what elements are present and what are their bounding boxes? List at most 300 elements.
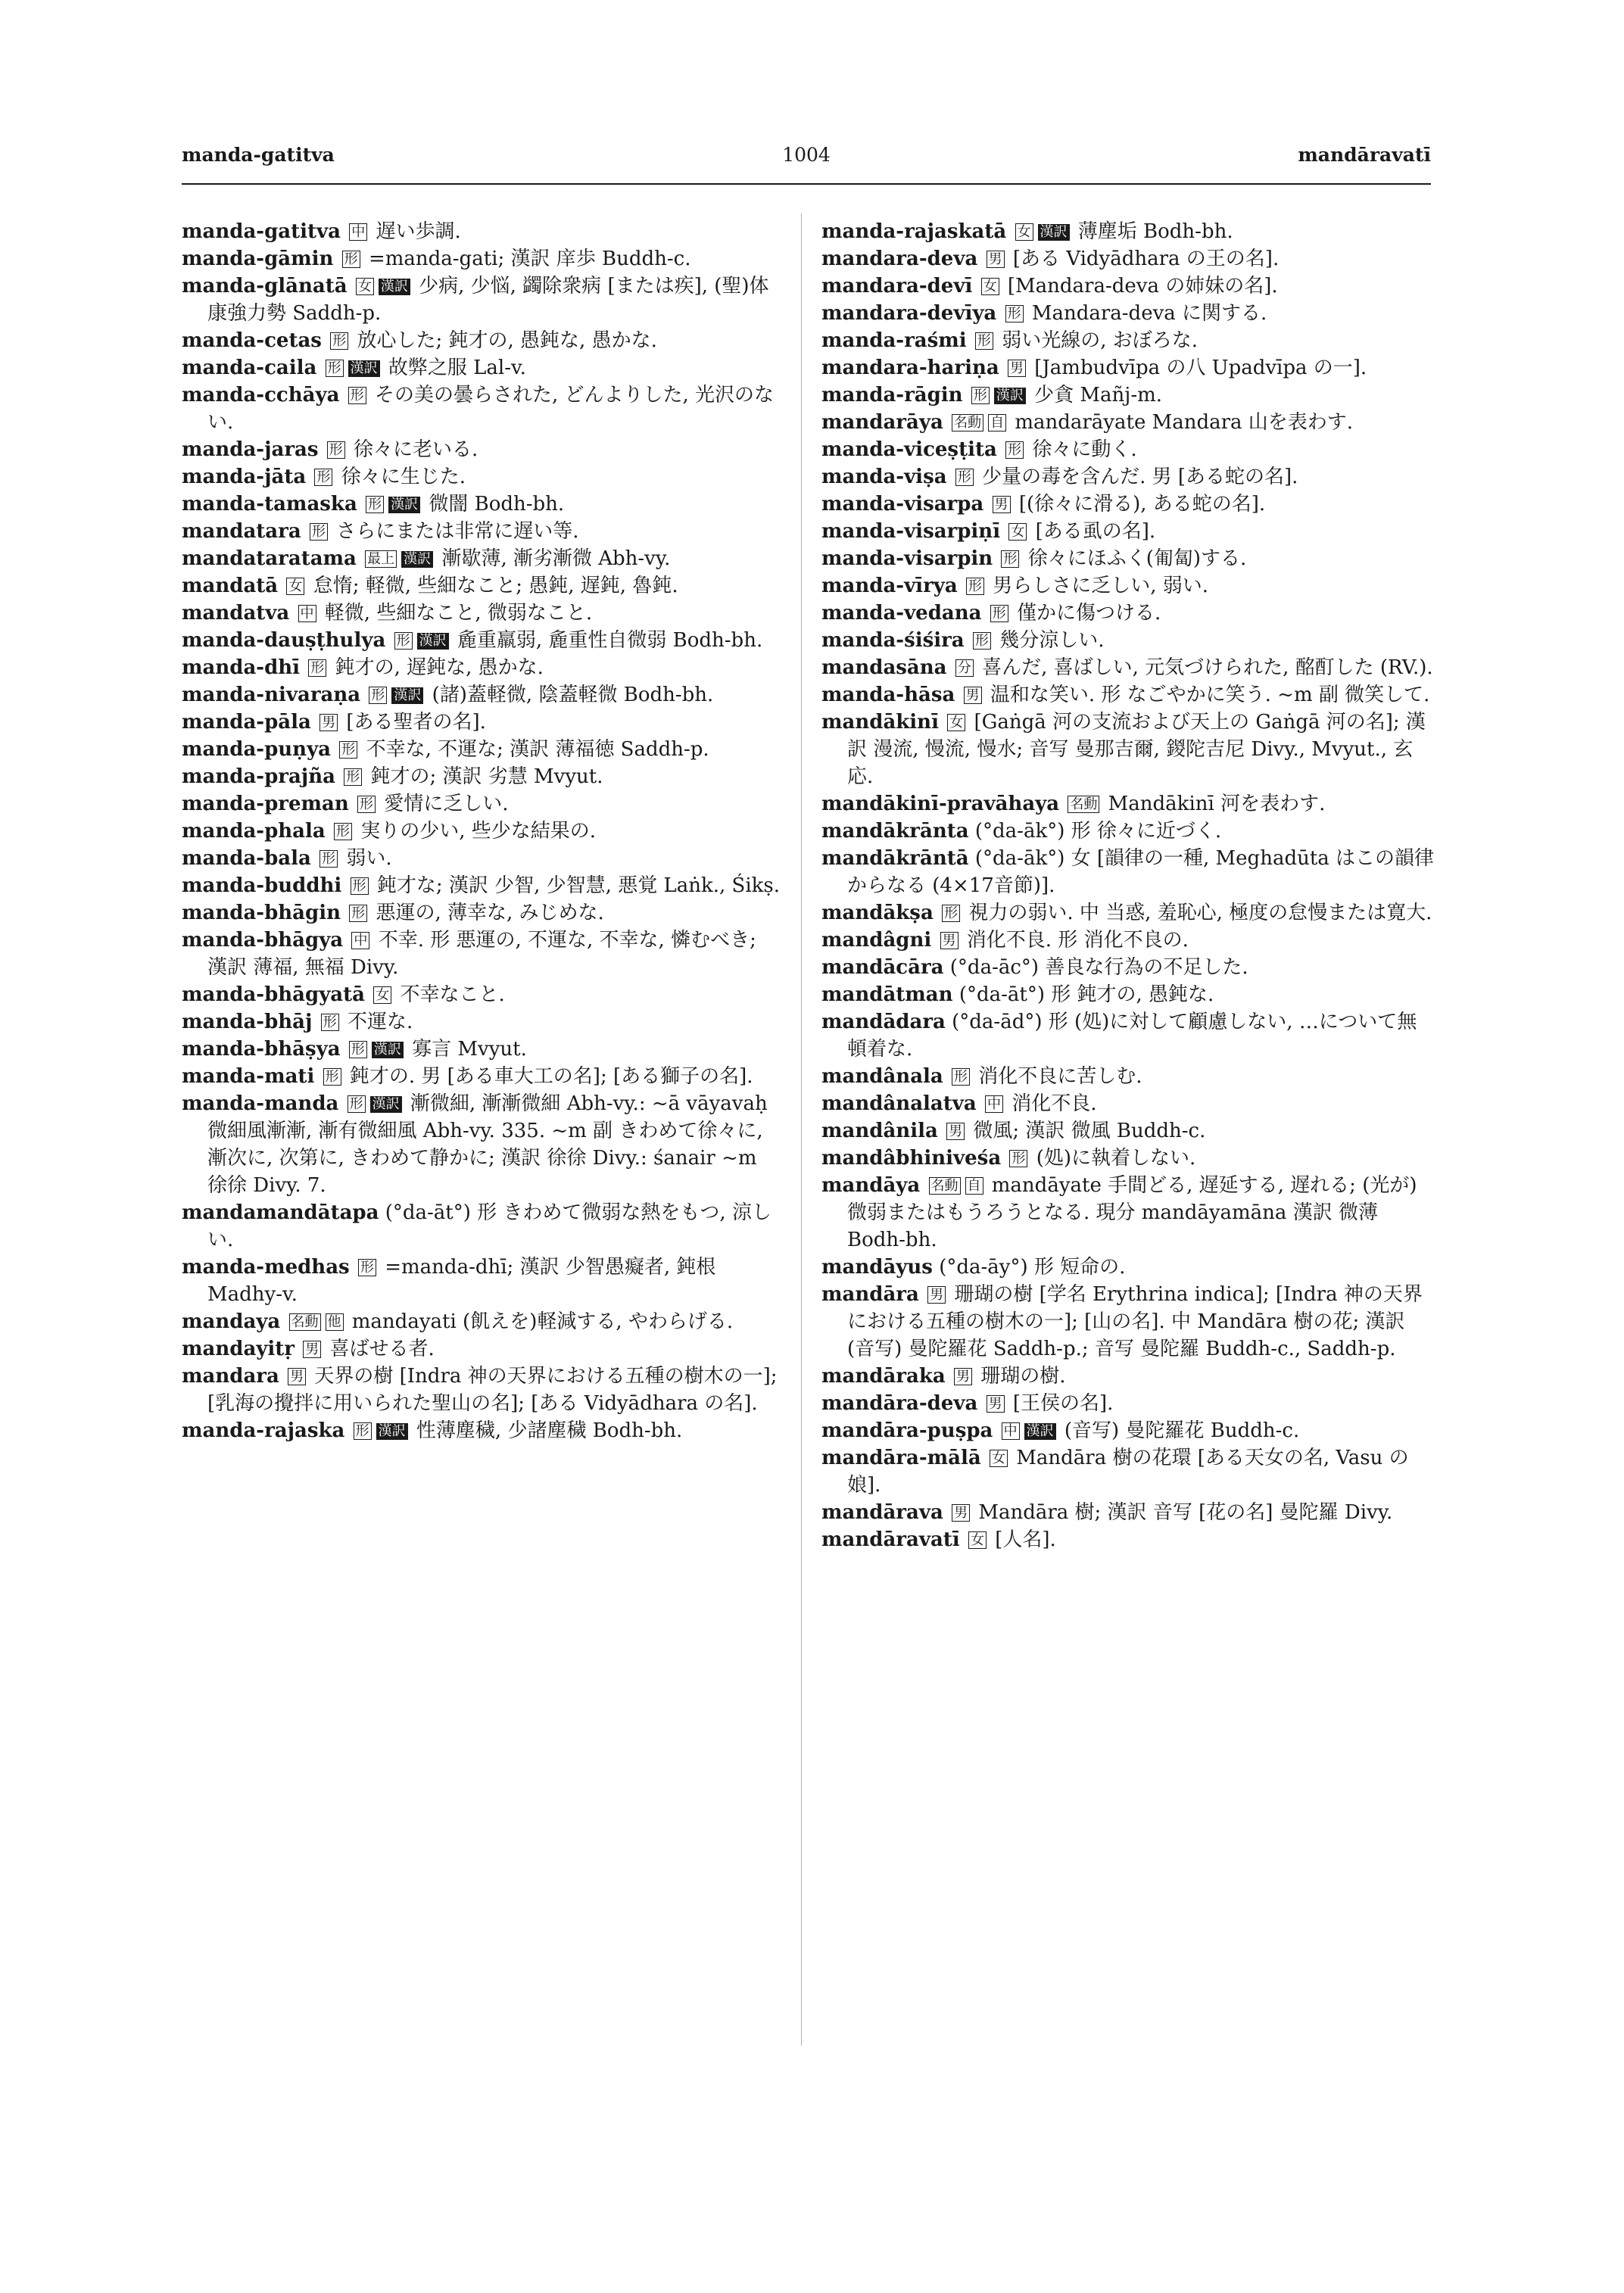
entry-headword: mandatara (182, 520, 301, 543)
entry-definition: 鈍才の, 遅鈍な, 愚かな. (335, 656, 544, 679)
entry-definition: (°da-āc°) 善良な行為の不足した. (949, 956, 1248, 979)
grammar-label: 男 (927, 1286, 946, 1304)
grammar-label: 名動 (929, 1177, 961, 1195)
grammar-label: 形 (975, 332, 993, 350)
entry-headword: manda-hāsa (821, 684, 955, 706)
dictionary-entry (821, 218, 1435, 245)
entry-definition: 鈍才の; 漢訳 劣慧 Mvyut. (370, 765, 603, 788)
dictionary-entry (182, 981, 780, 1008)
dictionary-entry (182, 218, 780, 245)
entry-definition: 鈍才な; 漢訳 少智, 少智慧, 悪覚 Laṅk., Śikṣ. (376, 874, 781, 897)
grammar-label: 形 (334, 823, 352, 840)
entry-headword: mandânalatva (821, 1092, 977, 1115)
grammar-label: 中 (985, 1095, 1003, 1113)
entry-headword: manda-gatitva (182, 220, 341, 243)
grammar-label: 形 (326, 360, 344, 377)
entry-definition: 遅い歩調. (376, 220, 461, 243)
grammar-label: 形 (366, 496, 384, 513)
chinese-translation-label: 漢訳 (348, 360, 380, 377)
entry-definition: 徐々に動く. (1032, 438, 1137, 461)
entry-headword: manda-visarpa (821, 493, 984, 516)
dictionary-entry (821, 1363, 1435, 1390)
dictionary-entry (821, 981, 1435, 1008)
entry-definition: 不幸な, 不運な; 漢訳 薄福徳 Saddh-p. (366, 738, 709, 761)
dictionary-entry (821, 327, 1435, 354)
entry-headword: manda-manda (182, 1092, 339, 1115)
entry-definition: (°da-āy°) 形 短命の. (939, 1256, 1126, 1279)
entry-headword: manda-gāmin (182, 248, 334, 270)
dictionary-entry (821, 1117, 1435, 1145)
entry-definition: 愛情に乏しい. (384, 793, 509, 815)
entry-definition: 微風; 漢訳 微風 Buddh-c. (973, 1120, 1206, 1142)
grammar-label: 形 (330, 332, 348, 350)
entry-headword: mandatā (182, 575, 279, 597)
entry-headword: mandamandātapa (182, 1201, 379, 1224)
chinese-translation-label: 漢訳 (994, 388, 1026, 404)
dictionary-entry (821, 1444, 1435, 1499)
entry-headword: manda-vīrya (821, 575, 958, 597)
grammar-label: 形 (320, 850, 338, 868)
entry-definition: 漸微細, 漸漸微細 Abh-vy.: ~ā vāyavaḥ 微細風漸漸, 漸有微細風 Abh-vy. 335. ~m 副 きわめて徐々に, 漸次に, 次第に, きわめて静かに; 漢訳 徐徐 Divy.: śanair ~m 徐徐 Divy. 7. (207, 1092, 768, 1197)
grammar-label: 形 (351, 877, 369, 895)
dictionary-entry (182, 327, 780, 354)
entry-headword: mandāya (821, 1174, 921, 1197)
dictionary-entry (821, 654, 1435, 681)
entry-headword: manda-bala (182, 847, 311, 870)
grammar-label: 中 (349, 223, 367, 241)
grammar-label: 形 (1005, 441, 1024, 459)
entry-definition: 喜ばせる者. (329, 1338, 435, 1360)
dictionary-entry (821, 1008, 1435, 1063)
grammar-label: 女 (373, 986, 391, 1004)
dictionary-entry (821, 1390, 1435, 1417)
entry-definition: 性薄塵穢, 少諸塵穢 Bodh-bh. (416, 1419, 683, 1442)
dictionary-entry (821, 845, 1435, 899)
entry-definition: 珊瑚の樹. (980, 1365, 1066, 1388)
grammar-label: 形 (314, 469, 332, 486)
dictionary-entry (821, 491, 1435, 518)
entry-headword: manda-buddhi (182, 874, 342, 897)
dictionary-entry (821, 545, 1435, 572)
dictionary-entry (182, 1199, 780, 1254)
entry-headword: mandāraka (821, 1365, 946, 1388)
entry-definition: 消化不良. 形 消化不良の. (966, 929, 1189, 952)
dictionary-entry (821, 273, 1435, 300)
grammar-label: 最上 (365, 550, 397, 568)
chinese-translation-label: 漢訳 (1024, 1423, 1056, 1440)
grammar-label: 形 (308, 659, 326, 677)
entry-headword: mandākṣa (821, 902, 934, 924)
grammar-label: 分 (955, 659, 974, 677)
entry-definition: =manda-dhī; 漢訳 少智愚癡者, 鈍根 Madhy-v. (207, 1256, 716, 1306)
grammar-label: 男 (987, 251, 1005, 268)
dictionary-entry (182, 763, 780, 790)
entry-headword: mandāravatī (821, 1528, 960, 1551)
chinese-translation-label: 漢訳 (417, 633, 449, 650)
grammar-label: 形 (321, 1014, 339, 1031)
dictionary-entry (182, 845, 780, 872)
grammar-label: 男 (946, 1123, 965, 1140)
entry-definition: (°da-āk°) 女 [韻律の一種, Meghadūta はこの韻律からなる (4×17音節)]. (847, 847, 1435, 897)
dictionary-entry (821, 382, 1435, 409)
dictionary-entry (182, 1063, 780, 1090)
entry-headword: mandara-devī (821, 275, 973, 298)
grammar-label: 形 (349, 1041, 367, 1058)
grammar-label: 男 (993, 496, 1011, 513)
grammar-label: 女 (947, 714, 965, 731)
entry-headword: mandara (182, 1365, 279, 1388)
entry-headword: manda-rajaskatā (821, 220, 1007, 243)
grammar-label: 男 (288, 1368, 306, 1385)
entry-headword: mandācāra (821, 956, 944, 979)
grammar-label: 男 (320, 714, 338, 731)
dictionary-entry (182, 709, 780, 736)
grammar-label: 女 (1015, 223, 1033, 241)
entry-headword: mandayitṛ (182, 1338, 295, 1360)
entry-headword: mandātman (821, 983, 953, 1006)
dictionary-entry (821, 1063, 1435, 1090)
entry-headword: manda-rāgin (821, 384, 963, 407)
chinese-translation-label: 漢訳 (388, 497, 420, 513)
dictionary-entry (182, 436, 780, 463)
grammar-label: 名動 (1068, 796, 1099, 813)
dictionary-entry (821, 1499, 1435, 1526)
dictionary-entry (821, 1526, 1435, 1553)
grammar-label: 形 (349, 905, 367, 922)
entry-headword: mandara-deva (821, 248, 978, 270)
entry-headword: manda-cetas (182, 329, 322, 352)
entry-headword: mandarāya (821, 411, 943, 434)
grammar-label: 男 (1008, 360, 1026, 377)
entry-definition: mandayati (飢えを)軽減する, やわらげる. (351, 1310, 734, 1333)
entry-definition: [Gaṅgā 河の支流および天上の Gaṅgā 河の名]; 漢訳 漫流, 慢流, 慢水; 音写 曼那吉爾, 鍐陀吉尼 Divy., Mvyut., 玄応. (847, 711, 1426, 788)
entry-headword: mandâbhiniveśa (821, 1147, 1002, 1170)
dictionary-entry (821, 518, 1435, 545)
grammar-label: 形 (990, 605, 1008, 622)
dictionary-entry (182, 1036, 780, 1063)
dictionary-entry (821, 954, 1435, 981)
entry-headword: mandânala (821, 1065, 943, 1088)
entry-headword: manda-bhāgya (182, 929, 344, 952)
entry-definition: 徐々に生じた. (341, 466, 466, 488)
dictionary-entry (182, 818, 780, 845)
grammar-label: 形 (354, 1422, 372, 1440)
entry-definition: さらにまたは非常に遅い等. (336, 520, 579, 543)
grammar-label: 男 (952, 1504, 970, 1522)
grammar-label: 形 (952, 1068, 970, 1086)
dictionary-entry (821, 1172, 1435, 1254)
dictionary-entry (182, 1417, 780, 1444)
entry-definition: 放心した; 鈍才の, 愚鈍な, 愚かな. (357, 329, 657, 352)
dictionary-entry (821, 1417, 1435, 1444)
entry-definition: [ある Vidyādhara の王の名]. (1012, 248, 1280, 270)
dictionary-entry (182, 627, 780, 654)
entry-definition: Mandara-deva に関する. (1031, 302, 1267, 325)
entry-definition: 温和な笑い. 形 なごやかに笑う. ~m 副 微笑して. (990, 684, 1430, 706)
dictionary-entry (821, 600, 1435, 627)
entry-definition: 怠惰; 軽微, 些細なこと; 愚鈍, 遅鈍, 魯鈍. (313, 575, 678, 597)
dictionary-entry (182, 545, 780, 572)
dictionary-entry (182, 736, 780, 763)
entry-headword: manda-glānatā (182, 275, 348, 298)
grammar-label: 女 (990, 1450, 1008, 1467)
entry-headword: manda-prajña (182, 765, 335, 788)
entry-headword: mandārava (821, 1501, 943, 1524)
entry-definition: 喜んだ, 喜ばしい, 元気づけられた, 酩酊した (RV.). (982, 656, 1433, 679)
header-right-headword: mandāravatī (1298, 144, 1431, 166)
entry-headword: mandasāna (821, 656, 947, 679)
chinese-translation-label: 漢訳 (1038, 224, 1070, 241)
grammar-label: 形 (310, 523, 328, 541)
grammar-label: 形 (1001, 550, 1019, 568)
grammar-label: 女 (1008, 523, 1027, 541)
entry-definition: 故弊之服 Lal-v. (388, 357, 526, 379)
entry-headword: mandākrāntā (821, 847, 969, 870)
entry-headword: manda-dauṣṭhulya (182, 629, 386, 652)
entry-definition: (°da-āt°) 形 鈍才の, 愚鈍な. (959, 983, 1214, 1006)
grammar-label: 中 (351, 932, 369, 949)
entry-definition: 男らしさに乏しい, 弱い. (993, 575, 1209, 597)
entry-headword: mandânila (821, 1120, 938, 1142)
entry-headword: manda-rajaska (182, 1419, 345, 1442)
entry-headword: mandākinī (821, 711, 939, 734)
grammar-label: 男 (940, 932, 959, 949)
grammar-label: 形 (942, 905, 960, 922)
grammar-label: 形 (971, 387, 990, 404)
entry-definition: Mandākinī 河を表わす. (1108, 793, 1326, 815)
entry-headword: manda-bhāgin (182, 902, 341, 924)
grammar-label: 形 (973, 632, 991, 650)
entry-definition: [Jambudvīpa の八 Upadvīpa の一]. (1034, 357, 1367, 379)
dictionary-entry (821, 245, 1435, 273)
entry-definition: (音写) 曼陀羅花 Buddh-c. (1064, 1419, 1300, 1442)
dictionary-entry (182, 382, 780, 436)
dictionary-entry (182, 463, 780, 491)
chinese-translation-label: 漢訳 (401, 551, 433, 568)
entry-headword: manda-medhas (182, 1256, 350, 1279)
dictionary-entry (821, 1281, 1435, 1363)
dictionary-entry (182, 872, 780, 899)
grammar-label: 形 (342, 251, 360, 268)
grammar-label: 形 (348, 387, 366, 404)
entry-headword: manda-preman (182, 793, 349, 815)
entry-definition: [人名]. (995, 1528, 1056, 1551)
entry-definition: [王侯の名]. (1012, 1392, 1114, 1415)
entry-headword: mandâgni (821, 929, 932, 952)
dictionary-entry (182, 245, 780, 273)
entry-headword: mandaya (182, 1310, 281, 1333)
grammar-label: 女 (968, 1531, 987, 1549)
entry-definition: mandāyate 手間どる, 遅延する, 遅れる; (光が)微弱またはもうろうとなる. 現分 mandāyamāna 漢訳 微薄 Bodh-bh. (847, 1174, 1417, 1251)
entry-headword: manda-pāla (182, 711, 311, 734)
entry-definition: (°da-āk°) 形 徐々に近づく. (974, 820, 1222, 843)
grammar-label: 中 (1002, 1422, 1020, 1440)
grammar-label: 形 (327, 441, 345, 459)
dictionary-entry (182, 1335, 780, 1363)
dictionary-entry (182, 1254, 780, 1308)
dictionary-entry (821, 409, 1435, 436)
grammar-label: 名動 (289, 1313, 321, 1331)
entry-definition: (°da-āt°) 形 きわめて微弱な熱をもつ, 涼しい. (207, 1201, 771, 1251)
dictionary-entry (182, 354, 780, 382)
entry-headword: manda-bhāgyatā (182, 983, 365, 1006)
grammar-label: 形 (357, 796, 376, 813)
grammar-label: 自 (988, 414, 1006, 431)
grammar-label: 形 (348, 1095, 366, 1113)
grammar-label: 形 (323, 1068, 341, 1086)
entry-definition: Mandāra 樹の花環 [ある天女の名, Vasu の娘]. (847, 1447, 1409, 1497)
grammar-label: 自 (965, 1177, 983, 1195)
entry-headword: manda-phala (182, 820, 326, 843)
entry-definition: 珊瑚の樹 [学名 Erythrina indica]; [Indra 神の天界における五種の樹木の一]; [山の名]. 中 Mandāra 樹の花; 漢訳 (音写) 曼陀羅花 Saddh-p.; 音写 曼陀羅 Buddh-c., Saddh-p. (847, 1283, 1423, 1360)
grammar-label: 女 (981, 278, 999, 295)
entry-definition: 漸歇薄, 漸劣漸微 Abh-vy. (441, 547, 671, 570)
dictionary-entry (821, 463, 1435, 491)
dictionary-entry (821, 790, 1435, 818)
dictionary-entry (821, 1254, 1435, 1281)
entry-definition: 消化不良. (1011, 1092, 1097, 1115)
entry-headword: manda-cchāya (182, 384, 340, 407)
dictionary-entry (821, 927, 1435, 954)
entry-headword: manda-vedana (821, 602, 982, 625)
entry-definition: 不幸. 形 悪運の, 不運な, 不幸な, 憐むべき; 漢訳 薄福, 無福 Divy. (207, 929, 756, 979)
entry-headword: manda-jaras (182, 438, 319, 461)
running-header (182, 144, 1431, 174)
entry-definition: (諸)蓋軽微, 陰蓋軽微 Bodh-bh. (432, 684, 714, 706)
entry-definition: [ある虱の名]. (1035, 520, 1156, 543)
entry-headword: manda-tamaska (182, 493, 357, 516)
grammar-label: 形 (955, 469, 974, 486)
grammar-label: 形 (369, 687, 387, 704)
entry-headword: manda-puṇya (182, 738, 332, 761)
entry-definition: 麁重羸弱, 麁重性自微弱 Bodh-bh. (457, 629, 763, 652)
dictionary-entry (182, 654, 780, 681)
entry-definition: [Mandara-deva の姉妹の名]. (1007, 275, 1278, 298)
dictionary-entry (182, 572, 780, 600)
entry-definition: 悪運の, 薄幸な, みじめな. (376, 902, 604, 924)
chinese-translation-label: 漢訳 (379, 279, 410, 295)
dictionary-entry (821, 681, 1435, 709)
grammar-label: 名動 (952, 414, 983, 431)
entry-headword: manda-visarpiṇī (821, 520, 1001, 543)
entry-definition: 不幸なこと. (400, 983, 505, 1006)
grammar-label: 形 (966, 578, 984, 595)
dictionary-entry (821, 1145, 1435, 1172)
dictionary-entry (821, 1090, 1435, 1117)
entry-headword: mandādara (821, 1011, 946, 1033)
entry-headword: mandāra (821, 1283, 919, 1306)
entry-headword: mandatva (182, 602, 290, 625)
entry-definition: 天界の樹 [Indra 神の天界における五種の樹木の一]; [乳海の攪拌に用いられた聖山の名]; [ある Vidyādhara の名]. (207, 1365, 778, 1415)
dictionary-entry (182, 1308, 780, 1335)
entry-definition: 微闇 Bodh-bh. (429, 493, 565, 516)
entry-definition: 視力の弱い. 中 当惑, 羞恥心, 極度の怠慢または寛大. (968, 902, 1432, 924)
entry-headword: mandāra-deva (821, 1392, 978, 1415)
grammar-label: 形 (339, 741, 357, 759)
entry-definition: (°da-ād°) 形 (処)に対して顧慮しない, …について無頓着な. (847, 1011, 1417, 1061)
entry-headword: manda-caila (182, 357, 317, 379)
dictionary-entry (182, 1090, 780, 1199)
entry-definition: 不運な. (347, 1011, 413, 1033)
dictionary-entry (182, 790, 780, 818)
entry-definition: 僅かに傷つける. (1017, 602, 1161, 625)
entry-headword: mandara-hariṇa (821, 357, 999, 379)
grammar-label: 女 (286, 578, 304, 595)
entry-headword: manda-śiśira (821, 629, 965, 652)
grammar-label: 男 (987, 1395, 1005, 1413)
entry-definition: 幾分涼しい. (999, 629, 1105, 652)
header-left-headword: manda-gatitva (182, 144, 335, 166)
dictionary-entry (821, 354, 1435, 382)
entry-headword: manda-visarpin (821, 547, 993, 570)
grammar-label: 男 (954, 1368, 972, 1385)
entry-headword: manda-bhāj (182, 1011, 313, 1033)
entry-definition: 消化不良に苦しむ. (978, 1065, 1142, 1088)
entry-definition: =manda-gati; 漢訳 庠歩 Buddh-c. (368, 248, 691, 270)
entry-definition: [ある聖者の名]. (346, 711, 486, 734)
entry-headword: mandākinī-pravāhaya (821, 793, 1060, 815)
dictionary-entry (182, 1008, 780, 1036)
dictionary-entry (821, 572, 1435, 600)
entry-headword: mandāra-mālā (821, 1447, 981, 1469)
dictionary-entry (182, 491, 780, 518)
entry-definition: 寡言 Mvyut. (412, 1038, 527, 1061)
grammar-label: 男 (964, 687, 982, 704)
grammar-label: 形 (1005, 305, 1024, 322)
grammar-label: 形 (358, 1259, 376, 1276)
left-column (182, 218, 780, 1444)
chinese-translation-label: 漢訳 (370, 1096, 402, 1113)
entry-headword: mandataratama (182, 547, 357, 570)
entry-definition: 実りの少い, 些少な結果の. (360, 820, 597, 843)
dictionary-entry (182, 273, 780, 327)
entry-definition: その美の曇らされた, どんよりした, 光沢のない. (207, 384, 775, 434)
entry-headword: manda-raśmi (821, 329, 967, 352)
grammar-label: 男 (303, 1341, 321, 1358)
dictionary-entry (182, 899, 780, 927)
entry-headword: mandāra-puṣpa (821, 1419, 993, 1442)
entry-headword: mandara-devīya (821, 302, 997, 325)
grammar-label: 女 (356, 278, 374, 295)
grammar-label: 形 (1009, 1150, 1027, 1167)
entry-definition: (処)に執着しない. (1036, 1147, 1196, 1170)
entry-definition: 弱い光線の, おぼろな. (1002, 329, 1198, 352)
entry-headword: manda-bhāṣya (182, 1038, 341, 1061)
dictionary-entry (182, 600, 780, 627)
entry-definition: 弱い. (346, 847, 392, 870)
dictionary-entry (821, 300, 1435, 327)
grammar-label: 他 (326, 1313, 344, 1331)
dictionary-entry (182, 681, 780, 709)
chinese-translation-label: 漢訳 (376, 1423, 408, 1440)
entry-headword: mandākrānta (821, 820, 969, 843)
entry-headword: manda-dhī (182, 656, 301, 679)
entry-definition: 徐々にほふく(匍匐)する. (1027, 547, 1247, 570)
grammar-label: 中 (298, 605, 316, 622)
header-rule (182, 183, 1431, 185)
dictionary-entry (821, 627, 1435, 654)
entry-definition: 徐々に老いる. (354, 438, 478, 461)
entry-definition: 少貪 Mañj-m. (1034, 384, 1163, 407)
entry-headword: mandāyus (821, 1256, 933, 1279)
column-divider (801, 213, 802, 2045)
entry-definition: mandarāyate Mandara 山を表わす. (1015, 411, 1354, 434)
entry-definition: 薄塵垢 Bodh-bh. (1077, 220, 1233, 243)
chinese-translation-label: 漢訳 (391, 687, 423, 704)
dictionary-entry (821, 709, 1435, 790)
entry-definition: Mandāra 樹; 漢訳 音写 [花の名] 曼陀羅 Divy. (978, 1501, 1393, 1524)
entry-definition: 鈍才の. 男 [ある車大工の名]; [ある獅子の名]. (349, 1065, 753, 1088)
